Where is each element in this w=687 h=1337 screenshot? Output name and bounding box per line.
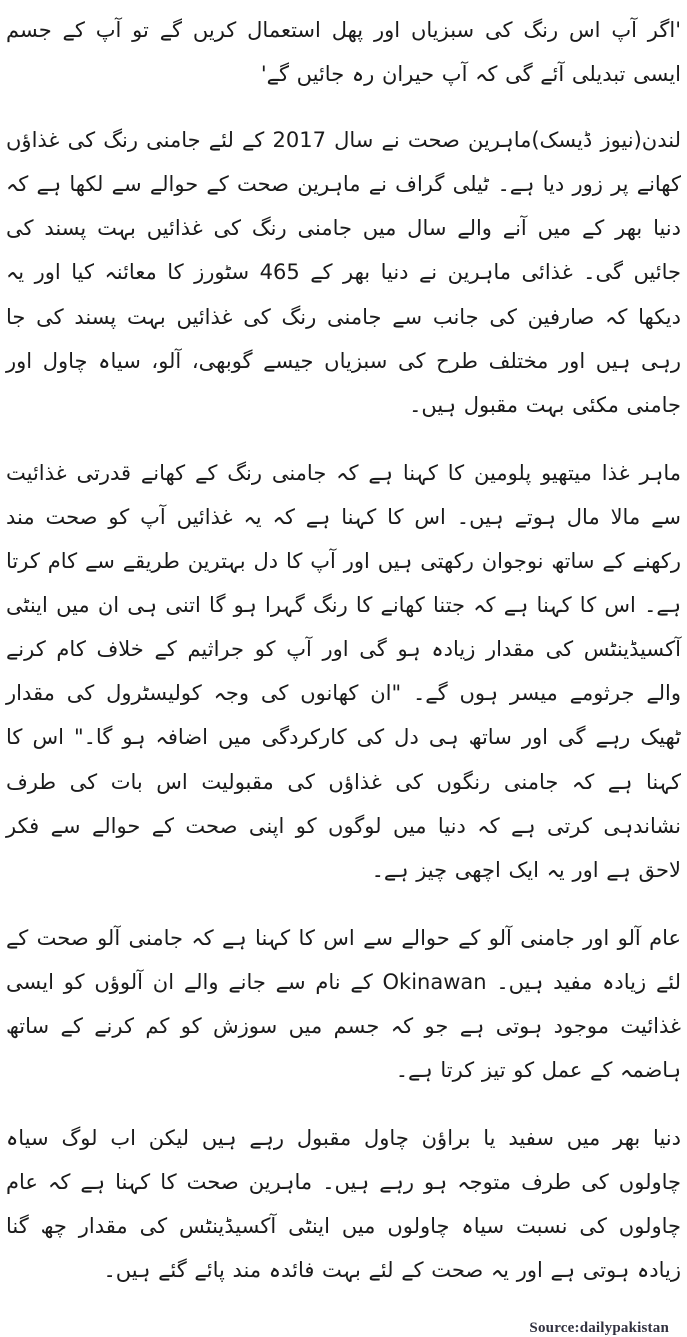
paragraph-dateline: لندن(نیوز ڈیسک)ماہرین صحت نے سال 2017 کے لئے جامنی رنگ کی غذاؤں کھانے پر زور دیا ہے۔ ٹیلی گراف نے ماہرین صحت کے حوالے سے لکھا ہے کہ دنیا بھر کے میں آنے والے سال میں جامنی رنگ کی غذائیں بہت پسند کی جائیں گی۔ غذائی ماہرین نے دنیا بھر کے 465 سٹورز کا معائنہ کیا اور یہ دیکھا کہ صارفین کی جانب سے جامنی رنگ کی غذائیں بہت پسند کی جا رہی ہیں اور مختلف طرح کی سبزیاں جیسے گوبھی، آلو، سیاہ چاول اور جامنی مکئی بہت مقبول ہیں۔ — [6, 128, 681, 417]
source-attribution-row — [6, 1317, 681, 1337]
lede-quote-paragraph: 'اگر آپ اس رنگ کی سبزیاں اور پھل استعمال کریں گے تو آپ کے جسم ایسی تبدیلی آئے گی کہ آپ حیران رہ جائیں گے' — [6, 18, 681, 87]
paragraph-black-rice: دنیا بھر میں سفید یا براؤن چاول مقبول رہے ہیں لیکن اب لوگ سیاہ چاولوں کی طرف متوجہ ہو رہے ہیں۔ ماہرین صحت کا کہنا ہے کہ عام چاولوں کی نسبت سیاہ چاولوں میں اینٹی آکسیڈینٹس کی مقدار چھ گنا زیادہ ہوتی ہے اور یہ صحت کے لئے بہت فائدہ مند پائے گئے ہیں۔ — [6, 1126, 681, 1283]
paragraph-purple-potatoes: عام آلو اور جامنی آلو کے حوالے سے اس کا کہنا ہے کہ جامنی آلو صحت کے لئے زیادہ مفید ہیں۔ Okinawan کے نام سے جانے والے ان آلوؤں کو ایسی غذائیت موجود ہوتی ہے جو کہ جسم میں سوزش کو کم کرنے کے ساتھ ہاضمہ کے عمل کو تیز کرتا ہے۔ — [6, 925, 681, 1083]
source-attribution-label: Source:dailypakistan — [529, 1319, 669, 1336]
article-body — [6, 8, 681, 1293]
paragraph-expert-quote: ماہر غذا میتھیو پلومین کا کہنا ہے کہ جامنی رنگ کے کھانے قدرتی غذائیت سے مالا مال ہوتے ہیں۔ اس کا کہنا ہے کہ یہ غذائیں آپ کو صحت مند رکھنے کے ساتھ نوجوان رکھتی ہیں اور آپ کا دل بہترین طریقے سے کام کرتا ہے۔ اس کا کہنا ہے کہ جتنا کھانے کا رنگ گہرا ہو گا اتنی ہی ان میں اینٹی آکسیڈینٹس کی مقدار زیادہ ہو گی اور آپ کو جراثیم کے خلاف کام کرنے والے جرثومے میسر ہوں گے۔ "ان کھانوں کی وجہ کولیسٹرول کی مقدار ٹھیک رہے گی اور ساتھ ہی دل کی کارکردگی میں اضافہ ہو گا۔" اس کا کہنا ہے کہ جامنی رنگوں کی غذاؤں کی مقبولیت اس بات کی طرف نشاندہی کرتی ہے کہ دنیا میں لوگوں کو اپنی صحت کے حوالے سے فکر لاحق ہے اور یہ ایک اچھی چیز ہے۔ — [6, 460, 681, 882]
